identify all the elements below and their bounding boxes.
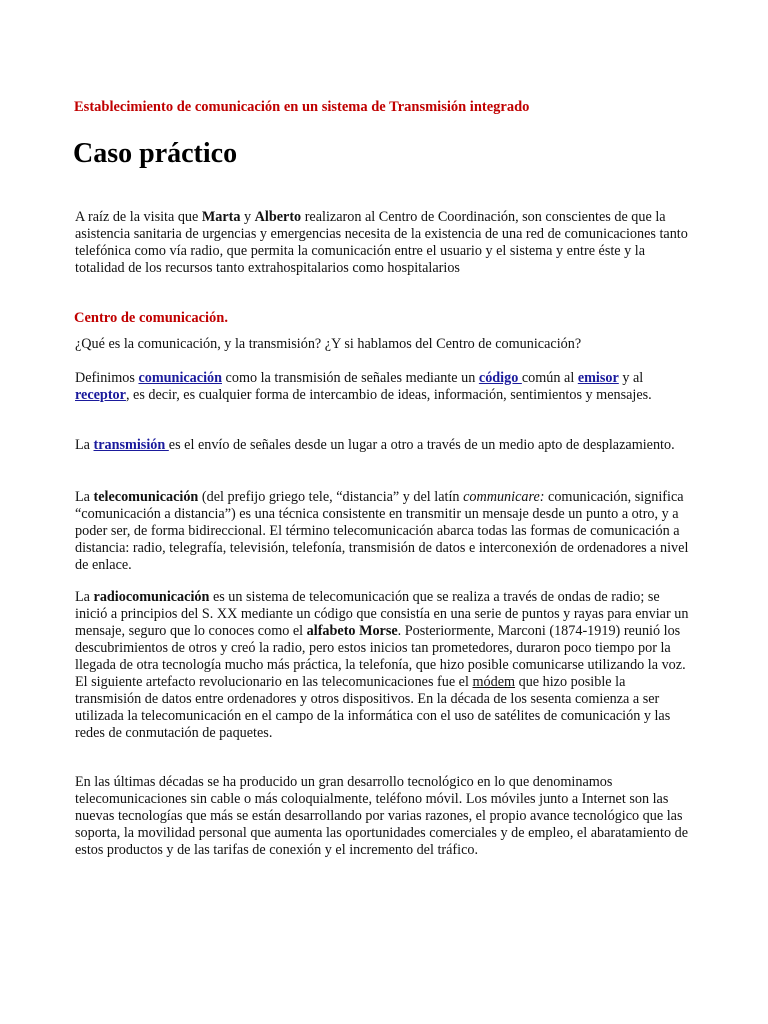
- telecom-text-2: (del prefijo griego tele, “distancia” y del latín: [198, 489, 464, 505]
- transmision-text-1: La: [75, 437, 94, 453]
- term-telecomunicacion: telecomunicación: [93, 489, 199, 505]
- intro-text-3: realizaron al Centro de Coordinación, son conscientes de que la asistencia sanitaria de urgencias y emergencias necesita de la existencia de una red de comunicaciones tanto telefónica como vía radio, que permita la comunicación entre el usuario y el sistema y entre éste y la totalidad de los recursos tanto extrahospitalarios como hospitalarios: [75, 209, 688, 276]
- telecomunicacion-paragraph: [75, 489, 695, 574]
- radio-text-2: es un sistema de telecomunicación que se realiza a través de ondas de radio; se inició a principios del S. XX mediante un código que consistía en una serie de puntos y rayas para enviar un mensaje, seguro que lo conoces como el: [75, 589, 689, 639]
- definimos-text-4: y al: [618, 370, 644, 386]
- link-modem[interactable]: módem: [472, 674, 516, 690]
- link-transmision[interactable]: transmisión: [93, 437, 169, 453]
- definimos-text-5: , es decir, es cualquier forma de intercambio de ideas, información, sentimientos y mensajes.: [125, 387, 652, 403]
- section-title: Establecimiento de comunicación en un sistema de Transmisión integrado: [74, 99, 530, 115]
- link-codigo[interactable]: código: [478, 370, 522, 386]
- intro-text-2: y: [240, 209, 255, 225]
- question-paragraph: ¿Qué es la comunicación, y la transmisión? ¿Y si hablamos del Centro de comunicación?: [75, 336, 582, 352]
- term-alfabeto-morse: alfabeto Morse: [306, 623, 398, 639]
- radio-text-4: que hizo posible la transmisión de datos entre ordenadores y otros dispositivos. En la década de los sesenta comienza a ser utilizada la telecomunicación en el campo de la informática con el uso de satélites de comunicación y las redes de conmutación de paquetes.: [75, 674, 671, 741]
- transmision-text-2: es el envío de señales desde un lugar a otro a través de un medio apto de desplazamiento.: [168, 437, 675, 453]
- telecom-text-3: comunicación, significa “comunicación a distancia”) es una técnica consistente en transmitir un mensaje desde un punto a otro, y a poder ser, de forma bidireccional. El término telecomunicación abarca todas las formas de comunicación a distancia: radio, telegrafía, televisión, telefonía, transmisión de datos e interconexión de ordenadores a nivel de enlace.: [75, 489, 689, 573]
- term-radiocomunicacion: radiocomunicación: [93, 589, 210, 605]
- transmision-paragraph: [75, 437, 695, 454]
- definimos-text-3: común al: [521, 370, 578, 386]
- definimos-text-1: Definimos: [75, 370, 139, 386]
- definimos-text-2: como la transmisión de señales mediante un: [222, 370, 479, 386]
- definimos-paragraph: [75, 370, 695, 404]
- subheading-centro: Centro de comunicación.: [74, 310, 228, 326]
- radio-text-3: . Posteriormente, Marconi (1874-1919) reunió los descubrimientos de otros y creó la radio, pero estos inicios tan prometedores, duraron poco tiempo por la llegada de otra tecnología mucho más práctica, la telefonía, que hizo posible comunicarse utilizando la voz. El siguiente artefacto revolucionario en las telecomunicaciones fue el: [75, 623, 686, 690]
- link-emisor[interactable]: emisor: [577, 370, 619, 386]
- name-alberto: Alberto: [254, 209, 302, 225]
- page-title: Caso práctico: [73, 138, 238, 169]
- link-receptor[interactable]: receptor: [75, 387, 126, 403]
- radiocomunicacion-paragraph: [75, 589, 695, 742]
- decadas-paragraph: En las últimas décadas se ha producido un gran desarrollo tecnológico en lo que denominamos telecomunicaciones sin cable o más coloquialmente, teléfono móvil. Los móviles junto a Internet son las nuevas tecnologías que más se están desarrollando por varias razones, el propio avance tecnológico que las soporta, la movilidad personal que aumenta las oportunidades comerciales y de empleo, el abaratamiento de estos productos y de las tarifas de conexión y el incremento del tráfico.: [75, 774, 688, 858]
- term-communicare: communicare:: [463, 489, 545, 505]
- intro-text-1: A raíz de la visita que: [75, 209, 202, 225]
- radio-text-1: La: [75, 589, 94, 605]
- link-comunicacion[interactable]: comunicación: [138, 370, 222, 386]
- name-marta: Marta: [201, 209, 241, 225]
- telecom-text-1: La: [75, 489, 94, 505]
- intro-paragraph: [75, 209, 695, 277]
